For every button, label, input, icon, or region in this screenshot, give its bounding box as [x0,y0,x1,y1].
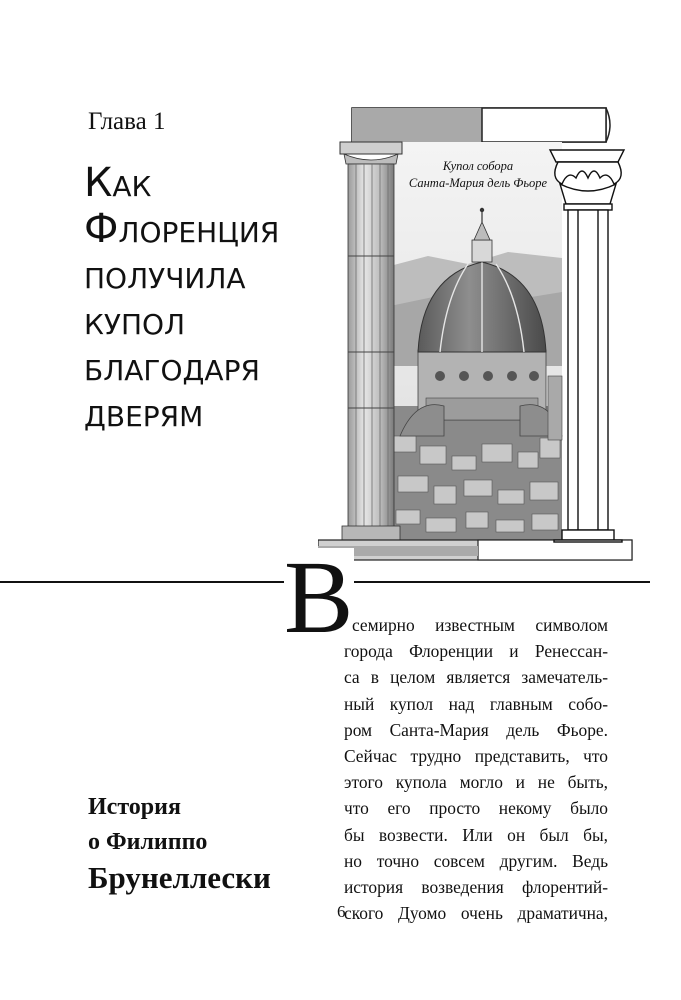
body-line: семирно известным символом [352,615,608,635]
subheading-line: Брунеллески [88,860,271,895]
caption-line: Купол собора [442,159,514,173]
chapter-title-line: благодаря [84,344,260,390]
body-line: ный купол над главным собо- [344,693,608,714]
drop-cap: В [284,540,354,655]
body-line: Сейчас трудно представить, что [344,746,608,767]
chapter-title-line: Флоренция [84,206,280,252]
subheading-line: о Филиппо [88,829,208,855]
body-line: бы возвести. Или он был бы, [344,824,608,845]
body-line: история возведения флорентий- [344,877,608,898]
chapter-title-line: дверям [84,390,204,436]
chapter-title-line: купол [84,298,186,344]
page-number: 6 [337,902,346,921]
chapter-title [84,160,344,436]
body-line: что его просто некому было [344,798,608,819]
body-line: са в целом является замечатель- [344,667,608,688]
body-paragraph [344,612,608,926]
chapter-title-line: Как [84,160,152,206]
body-line: этого купола могло и не быть, [344,772,608,793]
chapter-title-line: получила [84,252,246,298]
chapter-label: Глава 1 [88,108,166,135]
caption-line: Санта-Мария дель Фьоре [408,176,548,190]
body-line: но точно совсем другим. Ведь [344,850,608,871]
left-column [340,142,402,540]
body-line: ром Санта-Мария дель Фьоре. [344,719,608,740]
illustration-caption [398,158,558,192]
body-line: города Флоренции и Ренессан- [344,641,608,662]
body-line: ского Дуомо очень драматична, [344,903,608,924]
subheading-line: История [88,794,181,820]
section-subheading [88,790,318,896]
